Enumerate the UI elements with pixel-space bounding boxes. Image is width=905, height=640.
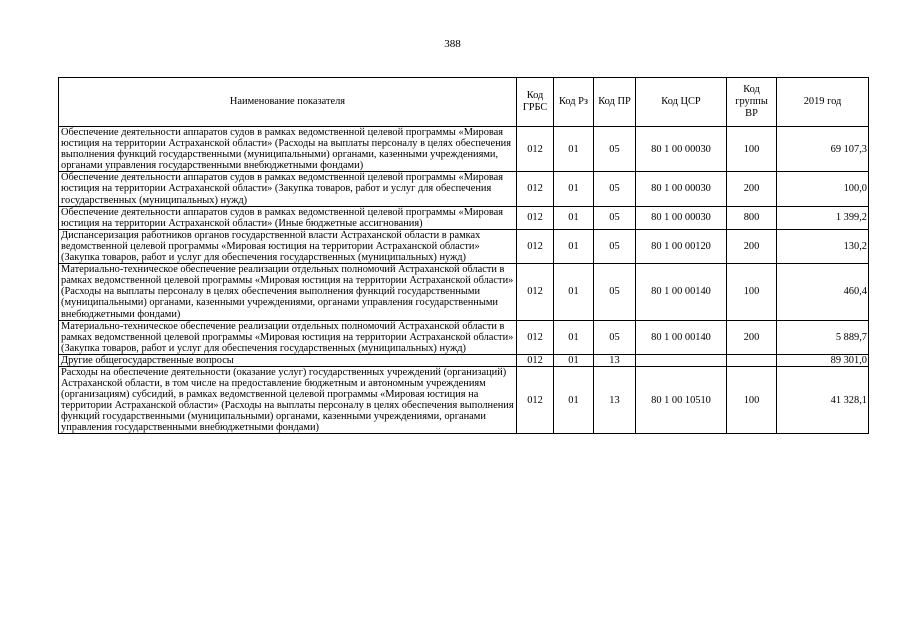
table-row [59,172,869,206]
row-rz: 01 [554,127,594,172]
row-vr: 800 [727,206,777,229]
row-grbs: 012 [517,320,554,354]
row-csr: 80 1 00 00030 [636,127,727,172]
row-vr: 100 [727,366,777,434]
table-row [59,229,869,263]
row-rz: 01 [554,229,594,263]
header-row [59,78,869,127]
table-row [59,206,869,229]
row-amount: 100,0 [777,172,869,206]
row-vr: 100 [727,127,777,172]
row-pr: 13 [594,366,636,434]
row-grbs: 012 [517,172,554,206]
row-csr: 80 1 00 00030 [636,172,727,206]
page-number: 388 [444,38,461,50]
row-name: Расходы на обеспечение деятельности (оказание услуг) государственных учреждений (организаций) Астраханской области, в том числе на предоставление бюджетным и автономным учреждениям (организациям) субсидий, в рамках ведомственной целевой программы «Мировая юстиция на территории Астраханской области» (Расходы на выплаты персоналу в целях обеспечения выполнения функций государственными (муниципальными) органами, казенными учреждениями, органами управления государственными внебюджетными фондами) [59,366,517,434]
header-vr: Код группы ВР [727,78,777,127]
row-pr: 05 [594,264,636,320]
row-amount: 1 399,2 [777,206,869,229]
row-amount: 130,2 [777,229,869,263]
row-name: Материально-техническое обеспечение реализации отдельных полномочий Астраханской области в рамках ведомственной целевой программы «Мировая юстиция на территории Астраханской области» (Расходы на выплаты персоналу в целях обеспечения выполнения функций государственными (муниципальными) органами, казенными учреждениями, органами управления государственными внебюджетными фондами) [59,264,517,320]
header-csr: Код ЦСР [636,78,727,127]
row-rz: 01 [554,354,594,366]
row-pr: 05 [594,320,636,354]
row-csr: 80 1 00 00030 [636,206,727,229]
table-row [59,320,869,354]
row-vr: 200 [727,229,777,263]
header-year: 2019 год [777,78,869,127]
row-name: Обеспечение деятельности аппаратов судов в рамках ведомственной целевой программы «Мировая юстиция на территории Астраханской области» (Иные бюджетные ассигнования) [59,206,517,229]
header-rz: Код Рз [554,78,594,127]
row-csr: 80 1 00 00140 [636,264,727,320]
row-csr: 80 1 00 00140 [636,320,727,354]
row-pr: 05 [594,172,636,206]
row-grbs: 012 [517,206,554,229]
row-name: Обеспечение деятельности аппаратов судов в рамках ведомственной целевой программы «Мировая юстиция на территории Астраханской области» (Расходы на выплаты персоналу в целях обеспечения выполнения функций государственными (муниципальными) органами, казенными учреждениями, органами управления государственными внебюджетными фондами) [59,127,517,172]
budget-table [58,77,869,434]
row-rz: 01 [554,206,594,229]
table-row [59,354,869,366]
row-grbs: 012 [517,127,554,172]
row-grbs: 012 [517,264,554,320]
row-pr: 05 [594,206,636,229]
row-name: Материально-техническое обеспечение реализации отдельных полномочий Астраханской области в рамках ведомственной целевой программы «Мировая юстиция на территории Астраханской области» (Закупка товаров, работ и услуг для обеспечения государственных (муниципальных) нужд) [59,320,517,354]
row-pr: 05 [594,127,636,172]
row-name: Диспансеризация работников органов государственной власти Астраханской области в рамках ведомственной целевой программы «Мировая юстиция на территории Астраханской области» (Закупка товаров, работ и услуг для обеспечения государственных (муниципальных) нужд) [59,229,517,263]
row-pr: 05 [594,229,636,263]
header-pr: Код ПР [594,78,636,127]
row-pr: 13 [594,354,636,366]
row-amount: 41 328,1 [777,366,869,434]
row-vr: 200 [727,172,777,206]
row-vr: 200 [727,320,777,354]
row-rz: 01 [554,320,594,354]
row-rz: 01 [554,366,594,434]
row-amount: 89 301,0 [777,354,869,366]
table-row [59,264,869,320]
row-csr: 80 1 00 00120 [636,229,727,263]
row-grbs: 012 [517,354,554,366]
row-name: Другие общегосударственные вопросы [59,354,517,366]
table-row [59,366,869,434]
header-name: Наименование показателя [59,78,517,127]
row-vr: 100 [727,264,777,320]
row-rz: 01 [554,264,594,320]
row-csr: 80 1 00 10510 [636,366,727,434]
row-amount: 460,4 [777,264,869,320]
row-vr [727,354,777,366]
row-rz: 01 [554,172,594,206]
row-name: Обеспечение деятельности аппаратов судов в рамках ведомственной целевой программы «Мировая юстиция на территории Астраханской области» (Закупка товаров, работ и услуг для обеспечения государственных (муниципальных) нужд) [59,172,517,206]
row-csr [636,354,727,366]
row-grbs: 012 [517,229,554,263]
row-grbs: 012 [517,366,554,434]
row-amount: 69 107,3 [777,127,869,172]
header-grbs: Код ГРБС [517,78,554,127]
row-amount: 5 889,7 [777,320,869,354]
table-row [59,127,869,172]
